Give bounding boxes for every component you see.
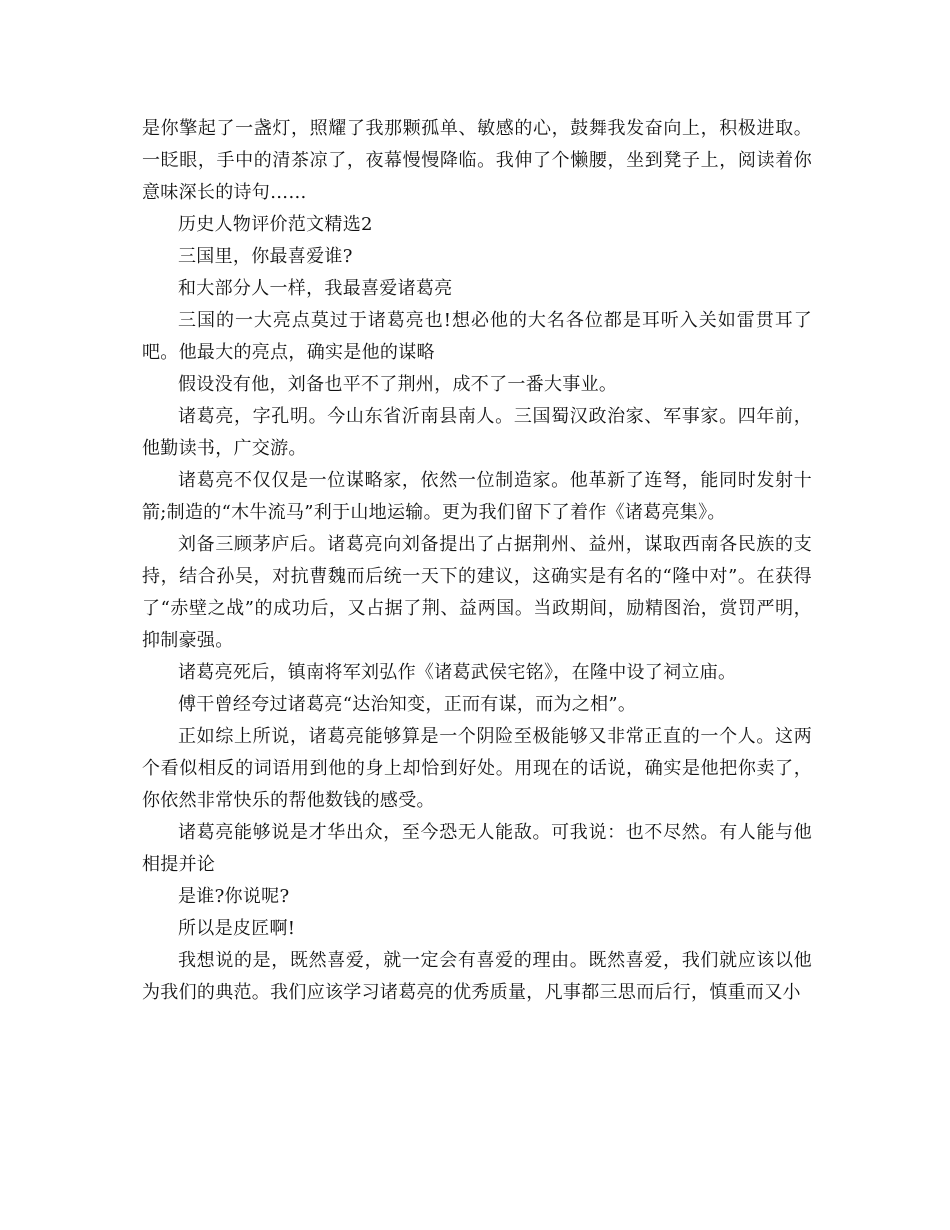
paragraph: 诸葛亮能够说是才华出众，至今恐无人能敌。可我说：也不尽然。有人能与他相提并论 [142,822,812,875]
paragraph: 诸葛亮，字孔明。今山东省沂南县南人。三国蜀汉政治家、军事家。四年前，他勤读书，广交游。 [142,406,812,459]
paragraph: 刘备三顾茅庐后。诸葛亮向刘备提出了占据荆州、益州，谋取西南各民族的支持，结合孙吴，对抗曹魏而后统一天下的建议，这确实是有名的“隆中对”。在获得了“赤壁之战”的成功后，又占据了荆、益两国。当政期间，励精图治，赏罚严明，抑制豪强。 [142,534,812,651]
paragraph: 是谁?你说呢? [178,886,290,907]
paragraph: 诸葛亮不仅仅是一位谋略家，依然一位制造家。他革新了连弩，能同时发射十箭;制造的“木牛流马”利于山地运输。更为我们留下了着作《诸葛亮集》。 [142,470,812,523]
paragraph: 三国的一大亮点莫过于诸葛亮也!想必他的大名各位都是耳听入关如雷贯耳了吧。他最大的亮点，确实是他的谋略 [142,310,812,363]
paragraph: 历史人物评价范文精选2 [178,214,373,235]
paragraph: 是你擎起了一盏灯，照耀了我那颗孤单、敏感的心，鼓舞我发奋向上，积极进取。一眨眼，手中的清茶凉了，夜幕慢慢降临。我伸了个懒腰，坐到凳子上，阅读着你意味深长的诗句…… [142,118,812,203]
paragraph: 三国里，你最喜爱谁? [178,246,353,267]
paragraph: 所以是皮匠啊! [178,918,296,939]
paragraph: 诸葛亮死后，镇南将军刘弘作《诸葛武侯宅铭》，在隆中设了祠立庙。 [178,662,737,683]
paragraph: 和大部分人一样，我最喜爱诸葛亮 [178,278,453,299]
paragraph: 正如综上所说，诸葛亮能够算是一个阴险至极能够又非常正直的一个人。这两个看似相反的词语用到他的身上却恰到好处。用现在的话说，确实是他把你卖了，你依然非常快乐的帮他数钱的感受。 [142,726,812,811]
paragraph: 假设没有他，刘备也平不了荆州，成不了一番大事业。 [178,374,618,395]
paragraph: 我想说的是，既然喜爱，就一定会有喜爱的理由。既然喜爱，我们就应该以他为我们的典范。我们应该学习诸葛亮的优秀质量，凡事都三思而后行，慎重而又小 [142,950,812,1003]
document-body [142,113,812,1009]
paragraph: 傅干曾经夸过诸葛亮“达治知变，正而有谋，而为之相”。 [178,694,637,715]
